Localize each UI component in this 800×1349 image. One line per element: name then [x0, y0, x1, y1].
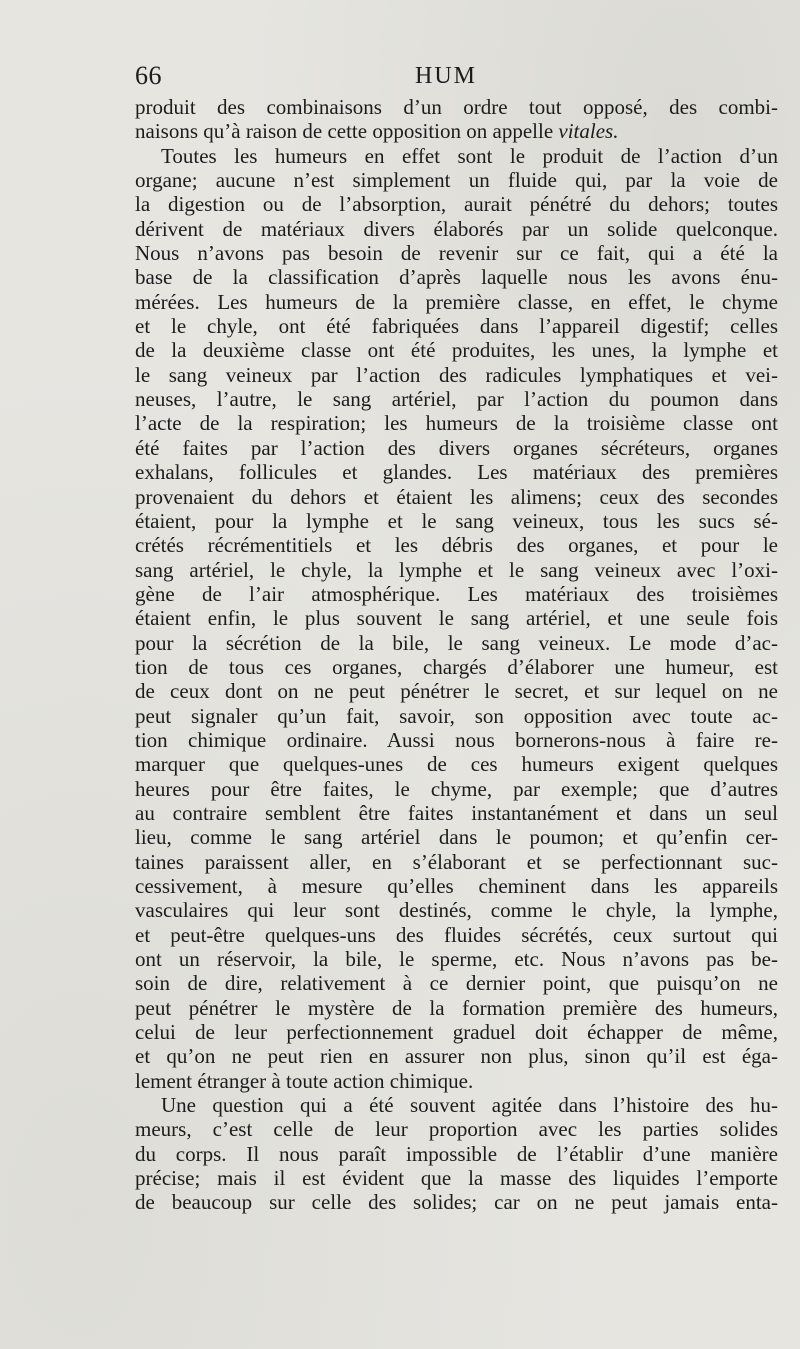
text-line-content: Une question qui a été souvent agitée dans l’histoire des hu- — [161, 1093, 778, 1118]
text-line — [135, 850, 778, 874]
text-line — [135, 1093, 778, 1117]
running-head — [133, 60, 778, 92]
text-line — [135, 1117, 778, 1141]
text-line — [135, 752, 778, 776]
text-line-content: meurs, c’est celle de leur proportion avec les parties solides — [135, 1117, 778, 1142]
text-line-content: sang artériel, le chyle, la lymphe et le sang veineux avec l’oxi- — [135, 557, 778, 582]
text-line-content: cessivement, à mesure qu’elles cheminent dans les appareils — [135, 874, 778, 898]
text-line-content: du corps. Il nous paraît impossible de l’établir d’une manière — [135, 1141, 778, 1166]
text-line — [135, 533, 778, 557]
text-line-content: de beaucoup sur celle des solides; car on ne peut jamais enta- — [135, 1190, 778, 1215]
text-line-content: vasculaires qui leur sont destinés, comme le chyle, la lymphe, — [135, 898, 778, 923]
text-line-content: gène de l’air atmosphérique. Les matériaux des troisièmes — [135, 581, 778, 606]
text-line-content: tion chimique ordinaire. Aussi nous bornerons-nous à faire re- — [135, 727, 778, 752]
text-line-content: crétés récrémentitiels et les débris des organes, et pour le — [135, 533, 778, 558]
text-line — [135, 606, 778, 630]
text-line-content: de ceux dont on ne peut pénétrer le secret, et sur lequel on ne — [135, 679, 778, 704]
text-line — [135, 1020, 778, 1044]
text-line-content: produit des combinaisons d’un ordre tout opposé, des combi- — [135, 95, 778, 119]
body-text — [135, 95, 778, 1215]
text-line — [135, 1069, 778, 1093]
text-line — [135, 485, 778, 509]
text-line — [135, 655, 778, 679]
text-line — [135, 1166, 778, 1190]
text-line — [135, 1190, 778, 1214]
text-line-content: et peut-être quelques-uns des fluides sécrétés, ceux surtout qui — [135, 922, 778, 947]
text-line — [135, 947, 778, 971]
text-line — [135, 436, 778, 460]
text-line-content: ont un réservoir, la bile, le sperme, etc. Nous n’avons pas be- — [135, 947, 778, 972]
text-line-content: l’acte de la respiration; les humeurs de la troisième classe ont — [135, 411, 778, 436]
text-line — [135, 923, 778, 947]
text-line — [135, 363, 778, 387]
text-line — [135, 582, 778, 606]
text-line-content: lement étranger à toute action chimique. — [135, 1068, 474, 1093]
text-line-content: soin de dire, relativement à ce dernier point, que puisqu’on ne — [135, 971, 778, 996]
text-line — [135, 777, 778, 801]
text-line — [135, 996, 778, 1020]
text-line-content: et le chyle, ont été fabriquées dans l’appareil digestif; celles — [135, 314, 778, 339]
text-line — [135, 241, 778, 265]
text-line-content: base de la classification d’après laquelle nous les avons énu- — [135, 265, 778, 290]
text-line-content: lieu, comme le sang artériel dans le poumon; et qu’enfin cer- — [135, 825, 778, 850]
text-line — [135, 704, 778, 728]
text-line — [135, 558, 778, 582]
text-line — [135, 314, 778, 338]
text-line-content: tion de tous ces organes, chargés d’élaborer une humeur, est — [135, 654, 778, 679]
text-line-content: celui de leur perfectionnement graduel doit échapper de même, — [135, 1020, 778, 1045]
text-line-content: le sang veineux par l’action des radicules lymphatiques et vei- — [135, 362, 778, 387]
text-line-content: peut pénétrer le mystère de la formation première des humeurs, — [135, 995, 778, 1020]
text-line-content: la digestion ou de l’absorption, aurait pénétré du dehors; toutes — [135, 192, 778, 217]
text-line-content: provenaient du dehors et étaient les alimens; ceux des secondes — [135, 484, 778, 509]
text-line — [135, 119, 778, 143]
text-line — [135, 460, 778, 484]
text-line-content: étaient enfin, le plus souvent le sang artériel, et une seule fois — [135, 606, 778, 631]
text-line-content: marquer que quelques-unes de ces humeurs exigent quelques — [135, 752, 778, 777]
text-line-content: heures pour être faites, le chyme, par exemple; que d’autres — [135, 776, 778, 801]
text-line — [135, 509, 778, 533]
text-line-content: taines paraissent aller, en s’élaborant et se perfectionnant suc- — [135, 849, 778, 874]
text-line — [135, 338, 778, 362]
text-line-content: au contraire semblent être faites instantanément et dans un seul — [135, 800, 778, 825]
text-line — [135, 217, 778, 241]
text-line — [135, 825, 778, 849]
text-line — [135, 1142, 778, 1166]
text-line — [135, 411, 778, 435]
text-line — [135, 290, 778, 314]
text-line — [135, 679, 778, 703]
text-line-content: de la deuxième classe ont été produites, les unes, la lymphe et — [135, 338, 778, 363]
text-line-content: exhalans, follicules et glandes. Les matériaux des premières — [135, 460, 778, 485]
text-line-content: été faites par l’action des divers organes sécréteurs, organes — [135, 435, 778, 460]
text-line-content: Nous n’avons pas besoin de revenir sur ce fait, qui a été la — [135, 241, 778, 266]
text-line — [135, 168, 778, 192]
text-line-content: naisons qu’à raison de cette opposition on appelle — [135, 119, 559, 144]
text-line-content: et qu’on ne peut rien en assurer non plus, sinon qu’il est éga- — [135, 1044, 778, 1069]
page-number: 66 — [135, 61, 162, 90]
text-line-content: étaient, pour la lymphe et le sang veineux, tous les sucs sé- — [135, 508, 778, 533]
section-heading: HUM — [415, 63, 478, 89]
text-line — [135, 631, 778, 655]
text-line-content: dérivent de matériaux divers élaborés par un solide quelconque. — [135, 216, 778, 241]
text-line — [135, 95, 778, 119]
text-line — [135, 971, 778, 995]
text-line-content: mérées. Les humeurs de la première classe, en effet, le chyme — [135, 289, 778, 314]
text-line — [135, 387, 778, 411]
text-line-content: organe; aucune n’est simplement un fluide qui, par la voie de — [135, 168, 778, 193]
text-line — [135, 1044, 778, 1068]
text-line — [135, 144, 778, 168]
text-line — [135, 728, 778, 752]
text-line-content: pour la sécrétion de la bile, le sang veineux. Le mode d’ac- — [135, 630, 778, 655]
text-line — [135, 898, 778, 922]
text-line — [135, 801, 778, 825]
text-line-content: précise; mais il est évident que la masse des liquides l’emporte — [135, 1166, 778, 1191]
text-line-content: peut signaler qu’un fait, savoir, son opposition avec toute ac- — [135, 703, 778, 728]
text-line — [135, 874, 778, 898]
text-line-content: neuses, l’autre, le sang artériel, par l’action du poumon dans — [135, 387, 778, 412]
text-line — [135, 265, 778, 289]
text-line-content: Toutes les humeurs en effet sont le produit de l’action d’un — [161, 143, 778, 168]
text-line — [135, 192, 778, 216]
italic-term: vitales. — [558, 119, 619, 144]
